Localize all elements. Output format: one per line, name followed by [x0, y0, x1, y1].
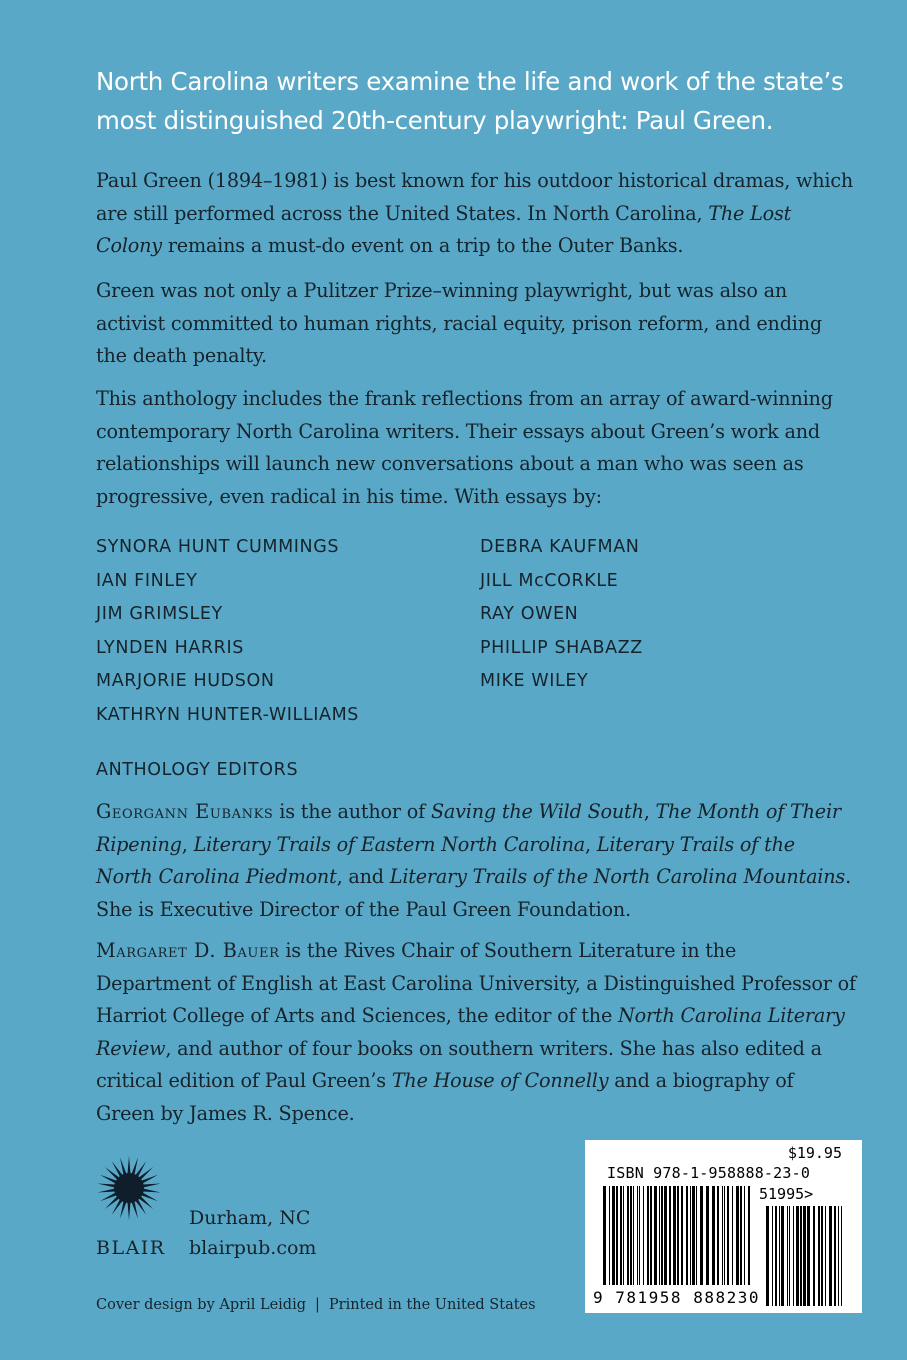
- cover-design-credit: Cover design by April Leidig: [96, 1297, 307, 1313]
- editors-heading: ANTHOLOGY EDITORS: [96, 760, 299, 780]
- author-column-left: [96, 534, 359, 736]
- author-name: JIM GRIMSLEY: [96, 604, 223, 625]
- barcode-addon-digits: 51995>: [759, 1185, 814, 1203]
- eubanks-bio: Georgann Eubanks is the author of Saving the Wild South, The Month of Their Ripening, Literary Trails of Eastern North Carolina, Literary Trails of the North Carolina Piedmont, and Literary Trails of the North Carolina Mountains. She is Executive Director of the Paul Green Foundation.: [96, 800, 851, 921]
- author-name: LYNDEN HARRIS: [96, 637, 244, 658]
- anthology-paragraph: This anthology includes the frank reflections from an array of award-winning contemporary North Carolina writers. Their essays about Green’s work and relationships will launch new conversations about a man who was seen as progressive, even radical in his time. With essays by:: [96, 387, 833, 508]
- author-name: JILL McCORKLE: [480, 570, 619, 591]
- barcode-price: $19.95: [787, 1144, 842, 1162]
- author-name: IAN FINLEY: [96, 570, 198, 591]
- printed-credit: Printed in the United States: [328, 1297, 536, 1313]
- author-column-right: [480, 534, 643, 702]
- publisher-name: BLAIR: [96, 1237, 166, 1259]
- credits-line: [96, 1297, 536, 1313]
- lost-colony-title: The Lost Colony: [96, 201, 792, 257]
- publisher-city: Durham, NC: [189, 1207, 311, 1229]
- credits-separator: |: [315, 1297, 320, 1313]
- tagline-line-2: most distinguished 20th-century playwright: Paul Green.: [96, 106, 774, 135]
- author-name: PHILLIP SHABAZZ: [480, 637, 643, 658]
- tagline-line-1: North Carolina writers examine the life and work of the state’s: [96, 67, 844, 96]
- editor-name: Margaret D. Bauer: [96, 939, 280, 962]
- author-name: MIKE WILEY: [480, 671, 589, 692]
- barcode-isbn: ISBN 978-1-958888-23-0: [607, 1164, 811, 1182]
- barcode: [585, 1140, 862, 1313]
- publisher-website[interactable]: blairpub.com: [189, 1237, 317, 1259]
- author-name: KATHRYN HUNTER-WILLIAMS: [96, 704, 359, 725]
- author-name: SYNORA HUNT CUMMINGS: [96, 537, 340, 557]
- starburst-icon: [96, 1155, 162, 1221]
- intro-paragraph: Paul Green (1894–1981) is best known for his outdoor historical dramas, which are still performed across the United States. In North Carolina, The Lost Colony remains a must-do event on a trip to the Outer Banks.: [96, 169, 854, 257]
- editor-name: Georgann Eubanks: [96, 800, 274, 823]
- tagline: [96, 62, 856, 140]
- bauer-bio: Margaret D. Bauer is the Rives Chair of Southern Literature in the Department of English at East Carolina University, a Distinguished Professor of Harriot College of Arts and Sciences, the editor of the North Carolina Literary Review, and author of four books on southern writers. She has also edited a critical edition of Paul Green’s The House of Connelly and a biography of Green by James R. Spence.: [96, 939, 856, 1125]
- barcode-digits: 9 781958 888230: [593, 1288, 760, 1307]
- author-name: DEBRA KAUFMAN: [480, 537, 640, 557]
- activist-paragraph: Green was not only a Pulitzer Prize–winning playwright, but was also an activist committed to human rights, racial equity, prison reform, and ending the death penalty.: [96, 279, 822, 367]
- author-name: MARJORIE HUDSON: [96, 671, 275, 692]
- author-name: RAY OWEN: [480, 604, 579, 625]
